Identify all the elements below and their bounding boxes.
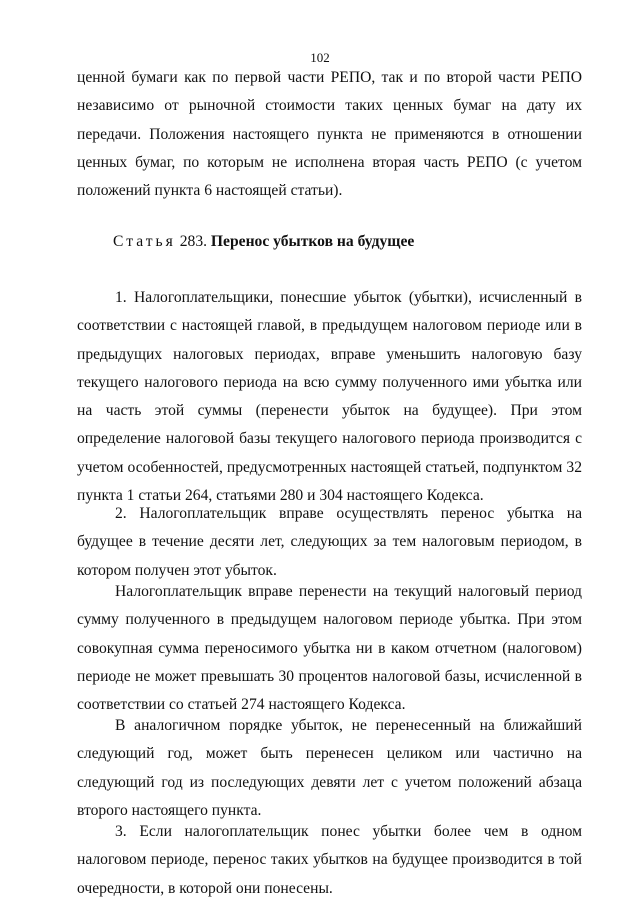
- article-heading: [113, 228, 414, 256]
- paragraph-3: [77, 578, 582, 719]
- paragraph-2: [77, 500, 582, 585]
- paragraph-text: Налогоплательщик вправе перенести на текущий налоговый период сумму полученного в предыдущем налоговом периоде убытка. При этом совокупная сумма переносимого убытка ни в каком отчетном (налоговом) периоде не может превышать 30 процентов налоговой базы, исчисленной в соответствии со статьей 274 настоящего Кодекса.: [77, 583, 582, 714]
- paragraph-text: 3. Если налогоплательщик понес убытки более чем в одном налоговом периоде, перенос таких убытков на будущее производится в той очередности, в которой они понесены.: [77, 823, 582, 897]
- paragraph-text: В аналогичном порядке убыток, не перенесенный на ближайший следующий год, может быть перенесен целиком или частично на следующий год из последующих девяти лет с учетом положений абзаца второго настоящего пункта.: [77, 717, 582, 819]
- paragraph-1: [77, 284, 582, 510]
- paragraph-text: 1. Налогоплательщики, понесшие убыток (убытки), исчисленный в соответствии с настоящей главой, в предыдущем налоговом периоде или в предыдущих налоговых периодах, вправе уменьшить налоговую базу текущего налогового периода на всю сумму полученного ими убытка или на часть этой суммы (перенести убыток на будущее). При этом определение налоговой базы текущего налогового периода производится с учетом особенностей, предусмотренных настоящей статьей, подпунктом 32 пункта 1 статьи 264, статьями 280 и 304 настоящего Кодекса.: [77, 289, 582, 505]
- article-prefix: Статья: [113, 233, 176, 250]
- continuation-text: ценной бумаги как по первой части РЕПО, так и по второй части РЕПО независимо от рыночной стоимости таких ценных бумаг на дату их передачи. Положения настоящего пункта не применяются в отношении ценных бумаг, по которым не исполнена вторая часть РЕПО (с учетом положений пункта 6 настоящей статьи).: [77, 69, 582, 200]
- paragraph-4: [77, 712, 582, 825]
- paragraph-text: 2. Налогоплательщик вправе осуществлять перенос убытка на будущее в течение десяти лет, следующих за тем налоговым периодом, в котором получен этот убыток.: [77, 505, 582, 579]
- continuation-paragraph: [77, 64, 582, 205]
- page-number: 102: [310, 50, 330, 65]
- paragraph-5: [77, 818, 582, 903]
- article-number: 283.: [175, 233, 211, 250]
- article-title: Перенос убытков на будущее: [210, 233, 415, 250]
